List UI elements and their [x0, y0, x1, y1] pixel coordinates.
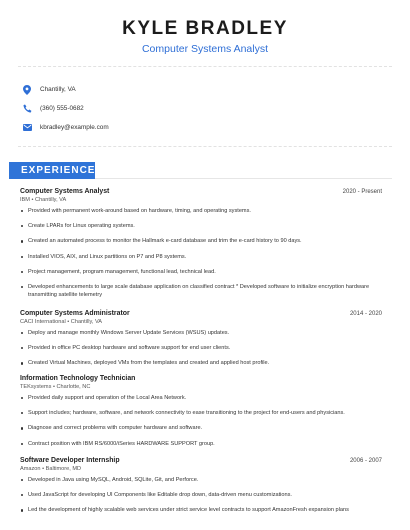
job-bullet: Diagnose and correct problems with computer hardware and software. [20, 424, 382, 432]
job-company-location [20, 197, 382, 203]
experience-entry [0, 188, 410, 310]
experience-heading: EXPERIENCE [9, 162, 95, 179]
job-company: CACI International [20, 319, 66, 325]
job-location: Baltimore, MD [45, 466, 82, 472]
contact-divider [18, 146, 392, 147]
job-bullet: Deploy and manage monthly Windows Server Update Services (WSUS) updates. [20, 329, 382, 337]
job-bullet: Led the development of highly scalable web services under strict service level contracts to support AmazonFresh expansion plans [20, 506, 382, 514]
job-bullet: Provided daily support and operation of the Local Area Network. [20, 394, 382, 402]
job-company: IBM [20, 197, 30, 203]
job-company: Amazon [20, 466, 41, 472]
resume-header [0, 18, 410, 55]
job-dates: 2014 - 2020 [349, 311, 382, 317]
header-divider [18, 66, 392, 67]
contact-phone [22, 99, 382, 118]
job-title: Information Technology Technician [20, 375, 136, 382]
job-bullet-list [20, 329, 382, 367]
job-bullet: Contract position with IBM RS/6000/iSeries HARDWARE SUPPORT group. [20, 440, 382, 448]
job-dates: 2020 - Present [342, 189, 382, 195]
experience-list [0, 188, 410, 527]
phone-icon [22, 104, 32, 114]
job-location: Charlotte, NC [56, 384, 91, 390]
candidate-name: KYLE BRADLEY [122, 18, 288, 39]
job-bullet-list [20, 207, 382, 299]
phone-text[interactable]: (360) 555-0682 [40, 105, 84, 112]
experience-heading-line [95, 178, 392, 179]
job-company-location [20, 384, 382, 390]
contact-list [22, 80, 382, 137]
job-bullet: Provided in office PC desktop hardware and software support for end user clients. [20, 344, 382, 352]
job-bullet: Support includes; hardware, software, and network connectivity to ease transitioning to the project for end-users and physicians. [20, 409, 382, 417]
job-dates: 2006 - 2007 [349, 458, 382, 464]
separator-dot: • [29, 197, 36, 203]
job-header-row [20, 310, 382, 317]
separator-dot: • [65, 319, 71, 325]
job-bullet-list [20, 394, 382, 448]
job-header-row [20, 188, 382, 195]
job-company-location [20, 466, 382, 472]
job-bullet: Project management, program management, functional lead, technical lead. [20, 268, 382, 276]
job-bullet: Developed enhancements to large scale database application on classified contract * Developed software to initialize encryption hardware transmitting satellite telemetry [20, 283, 382, 299]
job-location: Chantilly, VA [35, 197, 67, 203]
job-bullet-list [20, 476, 382, 514]
job-location: Chantilly, VA [70, 319, 102, 325]
job-bullet: Installed VIOS, AIX, and Linux partitions on P7 and P8 systems. [20, 253, 382, 261]
job-title: Computer Systems Analyst [20, 188, 110, 195]
contact-location [22, 80, 382, 99]
experience-entry [0, 375, 410, 457]
experience-entry [0, 457, 410, 527]
job-bullet: Create LPARs for Linux operating systems. [20, 222, 382, 230]
location-text: Chantilly, VA [40, 86, 76, 93]
job-bullet: Developed in Java using MySQL, Android, SQLite, Git, and Perforce. [20, 476, 382, 484]
email-text[interactable]: kbradley@example.com [40, 124, 109, 131]
job-bullet: Created an automated process to monitor the Hallmark e-card database and trim the e-card history to 90 days. [20, 237, 382, 245]
contact-email [22, 118, 382, 137]
job-bullet: Provided with permanent work-around based on hardware, timing, and operating systems. [20, 207, 382, 215]
experience-entry [0, 310, 410, 375]
job-title: Computer Systems Administrator [20, 310, 130, 317]
job-company: TEKsystems [20, 384, 52, 390]
mail-icon [22, 123, 32, 133]
job-company-location [20, 319, 382, 325]
map-pin-icon [22, 85, 32, 95]
job-bullet: Created Virtual Machines, deployed VMs from the templates and created and applied host profile. [20, 359, 382, 367]
job-header-row [20, 457, 382, 464]
job-bullet: Used JavaScript for developing UI Components like Editable drop down, data-driven menu customizations. [20, 491, 382, 499]
candidate-role: Computer Systems Analyst [141, 43, 269, 55]
separator-dot: • [40, 466, 46, 472]
job-header-row [20, 375, 382, 382]
job-title: Software Developer Internship [20, 457, 120, 464]
separator-dot: • [51, 384, 57, 390]
